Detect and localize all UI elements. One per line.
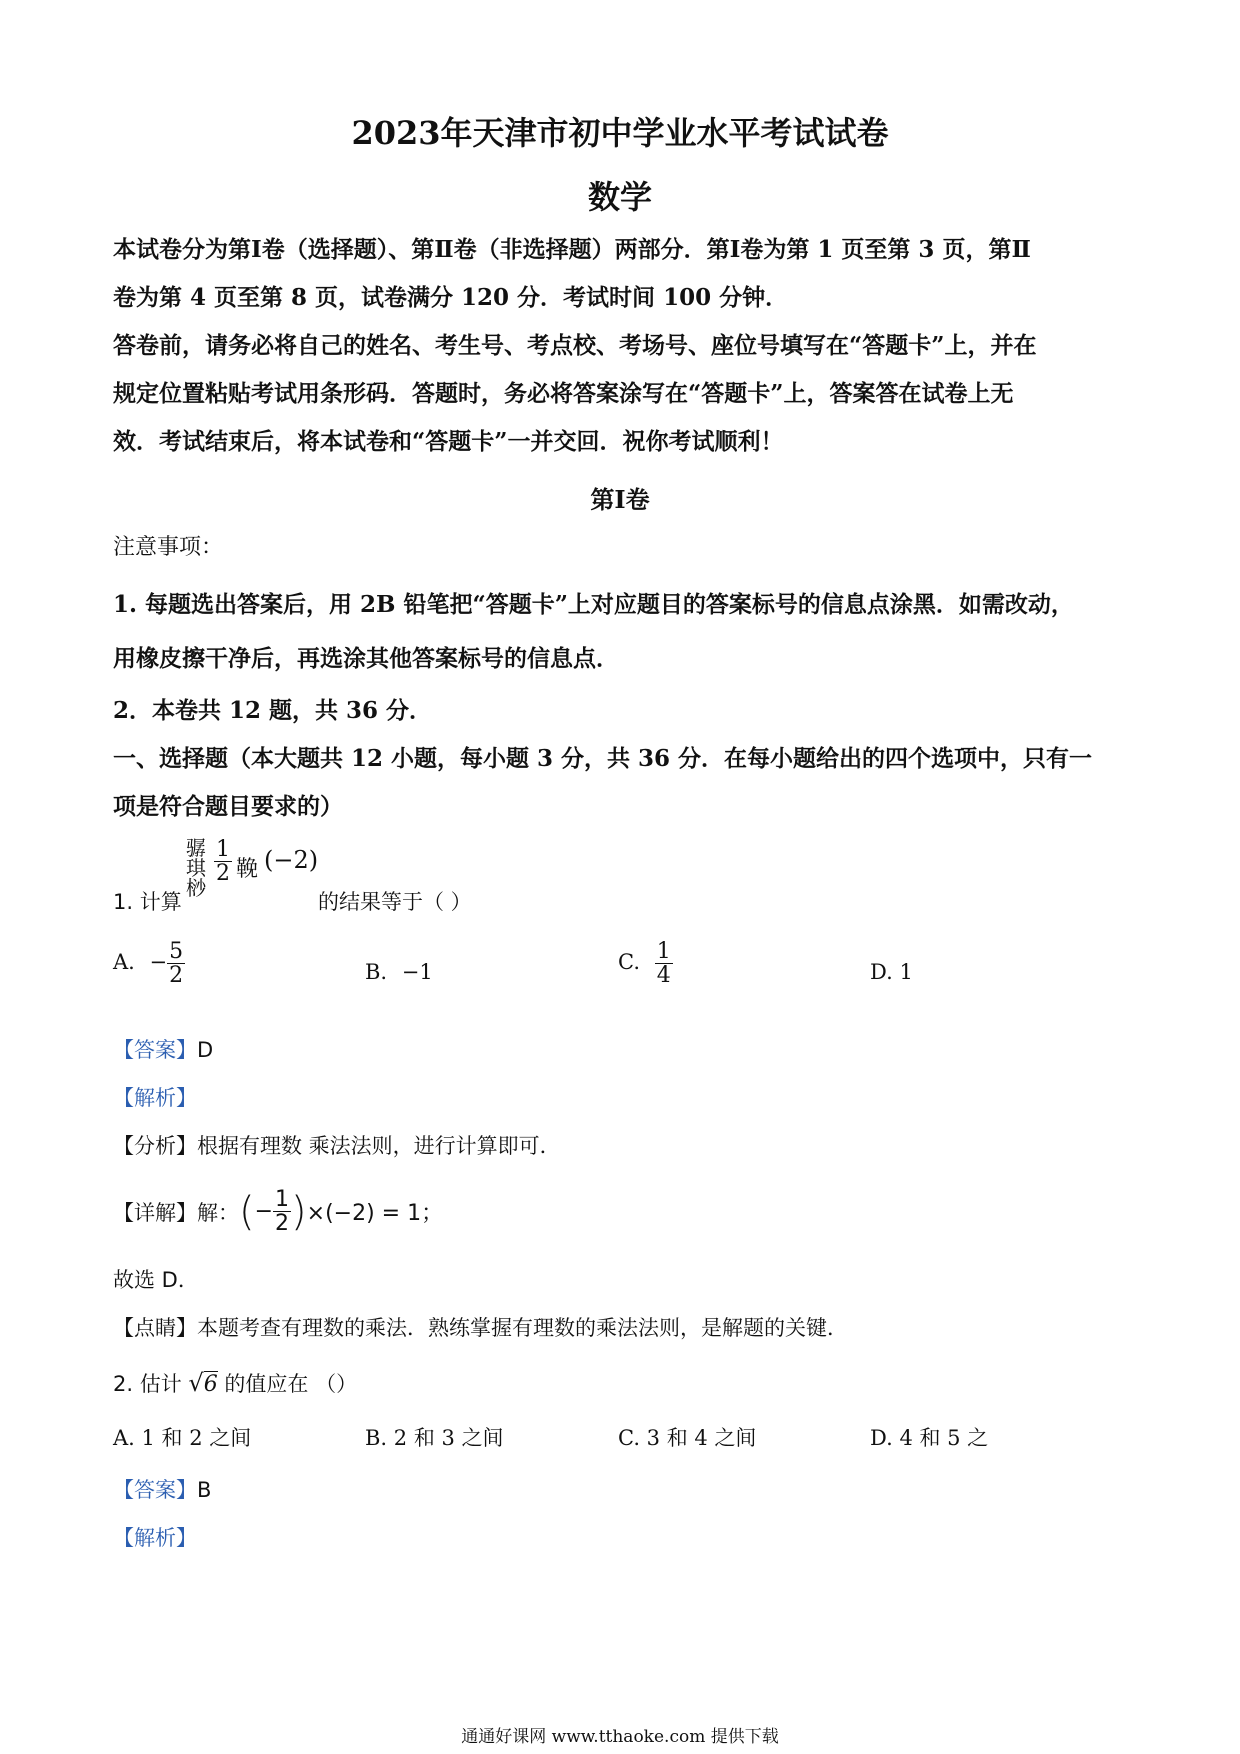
q1-choice: 故选 D． — [113, 1268, 199, 1292]
answer-value: B — [197, 1478, 212, 1502]
detail-prefix: 解： — [197, 1200, 239, 1225]
intro-line: 规定位置粘贴考试用条形码．答题时，务必将答案涂写在“答题卡”上，答案答在试卷上无 — [113, 380, 1014, 407]
detail-rest: ×(−2) = 1； — [306, 1201, 444, 1227]
q1-stem-suffix: 的结果等于（ ） — [318, 890, 472, 914]
intro-block — [113, 226, 1133, 466]
page-title: 2023年天津市初中学业水平考试试卷 — [351, 114, 889, 152]
q1-expression-tail: (−2) — [264, 846, 319, 874]
notes-title: 注意事项： — [113, 535, 224, 560]
intro-line: 答卷前，请务必将自己的姓名、考生号、考点校、考场号、座位号填写在“答题卡”上，并在 — [113, 332, 1037, 359]
q1-frac-den: 2 — [216, 861, 230, 887]
q1-option-c-den: 4 — [656, 963, 671, 989]
q2-option-c: C. 3 和 4 之间 — [618, 1426, 757, 1450]
q2-option-a: A. 1 和 2 之间 — [113, 1426, 252, 1450]
q1-option-a-sign: − — [149, 950, 168, 975]
dianjing-tag: 【点睛】 — [113, 1316, 197, 1340]
q1-option-c-label: C. — [618, 950, 640, 975]
page-footer: 通通好课网 www.tthaoke.com 提供下载 — [461, 1727, 779, 1747]
dianjing-text: 本题考查有理数的乘法．熟练掌握有理数的乘法法则，是解题的关键． — [197, 1316, 848, 1340]
note-1-line-2: 用橡皮擦干净后，再选涂其他答案标号的信息点． — [113, 645, 619, 672]
q1-option-a-num: 5 — [169, 939, 184, 964]
answer-tag: 【答案】 — [113, 1038, 197, 1062]
q1-option-d: D. 1 — [870, 960, 913, 984]
q1-garbled-bracket: 骣 琪 桫 — [186, 836, 206, 900]
open-paren: ( — [239, 1188, 255, 1235]
q1-frac-num: 1 — [216, 837, 230, 862]
q2-suffix: 的值应在 （） — [224, 1372, 358, 1396]
q2-answer — [113, 1474, 211, 1504]
detail-frac-den: 2 — [275, 1211, 290, 1237]
q1-detail: 【详解】 解： ( − $\frac{1}{2}$ ) ×(−2) = 1； — [113, 1187, 444, 1237]
page-subtitle: 数学 — [587, 178, 652, 216]
q1-analysis-tag: 【解析】 — [113, 1086, 197, 1110]
q1-option-b-label: B. — [365, 960, 388, 984]
note-2: 2．本卷共 12 题，共 36 分． — [113, 697, 433, 724]
q1-option-a-den: 2 — [169, 963, 184, 989]
close-paren: ) — [291, 1188, 307, 1235]
intro-line: 本试卷分为第Ⅰ卷（选择题）、第Ⅱ卷（非选择题）两部分．第Ⅰ卷为第 1 页至第 3 页，第Ⅱ — [113, 236, 1031, 263]
volume-heading: 第Ⅰ卷 — [590, 485, 650, 514]
q2-option-b: B. 2 和 3 之间 — [365, 1426, 504, 1450]
answer-tag: 【答案】 — [113, 1478, 197, 1502]
note-1-line-1: 1. 每题选出答案后，用 2B 铅笔把“答题卡”上对应题目的答案标号的信息点涂黑．如需改动， — [113, 591, 1074, 618]
q1-option-a-label: A. — [113, 950, 135, 975]
q1-fenxi — [113, 1130, 561, 1160]
q1-expression-fraction — [214, 838, 232, 885]
sqrt-radicand: 6 — [203, 1372, 218, 1397]
q2-prefix: 2. 估计 — [113, 1372, 182, 1396]
q1-option-b — [365, 960, 433, 984]
q1-option-a — [113, 940, 185, 987]
q1-option-c — [618, 940, 673, 987]
fenxi-tag: 【分析】 — [113, 1134, 197, 1158]
section-heading-line-1: 一、选择题（本大题共 12 小题，每小题 3 分，共 36 分．在每小题给出的四个选项中，只有一 — [113, 745, 1093, 772]
detail-frac-num: 1 — [275, 1187, 290, 1212]
answer-value: D — [197, 1038, 214, 1062]
q2-stem — [113, 1368, 357, 1398]
q2-option-d: D. 4 和 5 之 — [870, 1426, 989, 1450]
q1-dianjing — [113, 1312, 848, 1342]
q1-option-b-value: −1 — [401, 960, 433, 984]
q1-answer — [113, 1034, 213, 1064]
q2-analysis-tag: 【解析】 — [113, 1526, 197, 1550]
sqrt-symbol: √ — [188, 1369, 204, 1397]
intro-line: 卷为第 4 页至第 8 页，试卷满分 120 分．考试时间 100 分钟． — [113, 284, 789, 311]
q1-option-c-num: 1 — [656, 939, 671, 964]
intro-line: 效．考试结束后，将本试卷和“答题卡”一并交回．祝你考试顺利！ — [113, 428, 784, 455]
fenxi-text: 根据有理数 乘法法则，进行计算即可． — [197, 1134, 561, 1158]
q1-garbled-symbol: 鞔 — [236, 857, 259, 882]
q1-stem-prefix: 1. 计算 — [113, 890, 182, 914]
section-heading-line-2: 项是符合题目要求的） — [113, 793, 343, 820]
detail-tag: 【详解】 — [113, 1200, 197, 1225]
